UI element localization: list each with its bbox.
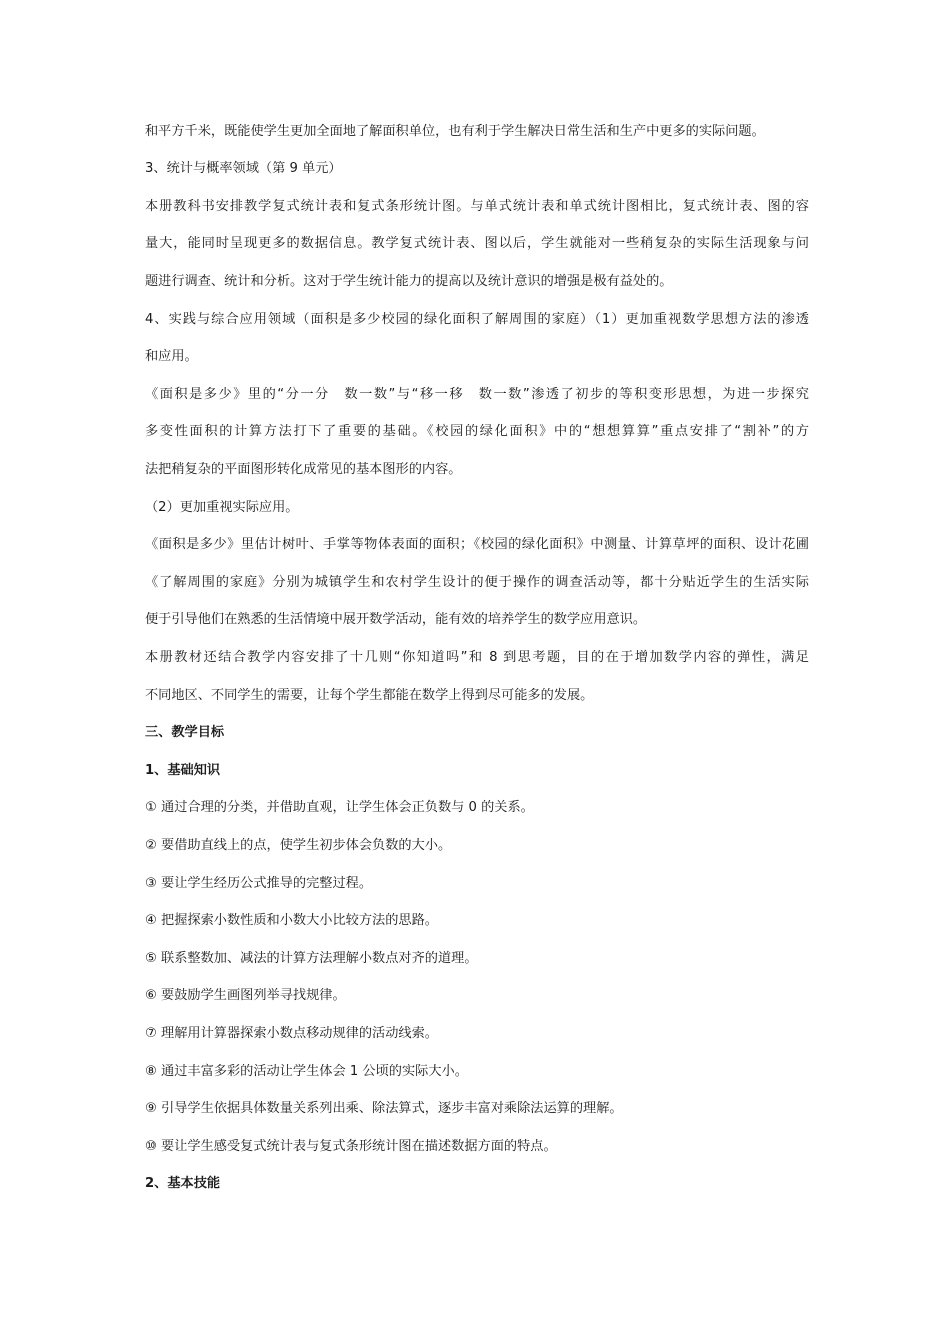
paragraph-line: 本册教科书安排教学复式统计表和复式条形统计图。与单式统计表和单式统计图相比，复式统计表、图的容 — [145, 199, 809, 214]
subsection-title: 2、基本技能 — [145, 1176, 221, 1191]
paragraph-line: 本册教材还结合教学内容安排了十几则“你知道吗”和 8 到思考题，目的在于增加数学内容的弹性，满足 — [145, 650, 809, 665]
list-item: ⑨ 引导学生依据具体数量关系列出乘、除法算式，逐步丰富对乘除法运算的理解。 — [145, 1101, 623, 1116]
paragraph-line: 题进行调查、统计和分析。这对于学生统计能力的提高以及统计意识的增强是极有益处的。 — [145, 274, 673, 289]
paragraph-line: 多变性面积的计算方法打下了重要的基础。《校园的绿化面积》中的“想想算算”重点安排了“割补”的方 — [145, 424, 809, 439]
paragraph-line: 便于引导他们在熟悉的生活情境中展开数学活动，能有效的培养学生的数学应用意识。 — [145, 612, 647, 627]
list-item: ⑩ 要让学生感受复式统计表与复式条形统计图在描述数据方面的特点。 — [145, 1139, 557, 1154]
list-item: ⑧ 通过丰富多彩的活动让学生体会 1 公顷的实际大小。 — [145, 1064, 468, 1079]
paragraph-line: 和应用。 — [145, 349, 198, 364]
list-item: ④ 把握探索小数性质和小数大小比较方法的思路。 — [145, 913, 438, 928]
paragraph-line: 《了解周围的家庭》分别为城镇学生和农村学生设计的便于操作的调查活动等，都十分贴近学生的生活实际 — [145, 575, 809, 590]
list-item: ③ 要让学生经历公式推导的完整过程。 — [145, 876, 373, 891]
section-heading: 4、实践与综合应用领域（面积是多少校园的绿化面积了解周围的家庭）（1）更加重视数学思想方法的渗透 — [145, 312, 809, 327]
section-title: 三、教学目标 — [145, 725, 225, 740]
list-item: ⑤ 联系整数加、减法的计算方法理解小数点对齐的道理。 — [145, 951, 478, 966]
list-item: ⑥ 要鼓励学生画图列举寻找规律。 — [145, 988, 346, 1003]
paragraph-line: （2）更加重视实际应用。 — [145, 500, 299, 515]
list-item: ① 通过合理的分类，并借助直观，让学生体会正负数与 0 的关系。 — [145, 800, 534, 815]
paragraph-line: 量大，能同时呈现更多的数据信息。教学复式统计表、图以后，学生就能对一些稍复杂的实际生活现象与问 — [145, 236, 809, 251]
paragraph-line: 不同地区、不同学生的需要，让每个学生都能在数学上得到尽可能多的发展。 — [145, 688, 594, 703]
list-item: ⑦ 理解用计算器探索小数点移动规律的活动线索。 — [145, 1026, 438, 1041]
list-item: ② 要借助直线上的点，使学生初步体会负数的大小。 — [145, 838, 452, 853]
paragraph-line: 《面积是多少》里的“分一分 数一数”与“移一移 数一数”渗透了初步的等积变形思想，为进一步探究 — [145, 387, 809, 402]
subsection-title: 1、基础知识 — [145, 763, 221, 778]
paragraph-line: 和平方千米，既能使学生更加全面地了解面积单位，也有利于学生解决日常生活和生产中更多的实际问题。 — [145, 124, 765, 139]
paragraph-line: 《面积是多少》里估计树叶、手掌等物体表面的面积；《校园的绿化面积》中测量、计算草坪的面积、设计花圃 — [145, 537, 809, 552]
paragraph-line: 法把稍复杂的平面图形转化成常见的基本图形的内容。 — [145, 462, 462, 477]
section-heading: 3、统计与概率领域（第 9 单元） — [145, 161, 342, 176]
